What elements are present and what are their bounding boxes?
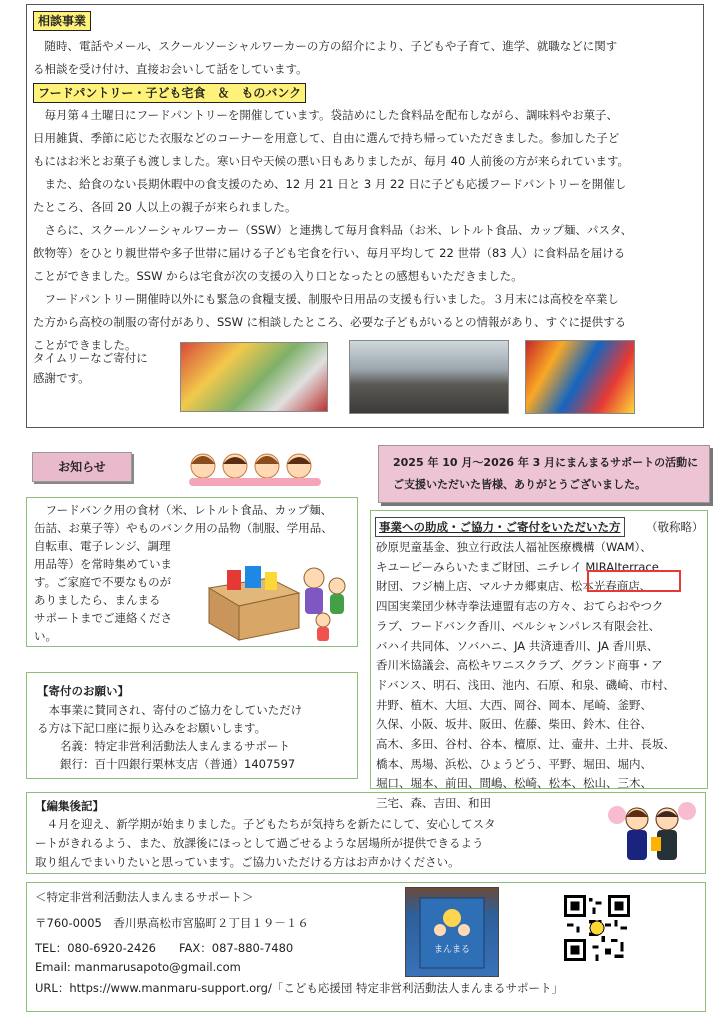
editor-line: 取り組んでまいりたいと思っています。ご協力いただける方はお声かけください。 — [35, 855, 460, 869]
children-illustration — [185, 448, 325, 486]
banner-line: ご支援いただいた皆様、ありがとうございました。 — [393, 478, 646, 491]
pantry-line: もにはお米とお菓子も渡しました。寒い日や天候の悪い日もありましたが、毎月 40 人前後の方が来られています。 — [33, 154, 630, 168]
organization-poster-photo — [405, 887, 499, 977]
thanks-banner — [378, 445, 710, 503]
editor-line: ートがきれるよう、また、放課後にほっとして過ごせるような居場所が提供できるよう — [35, 836, 484, 850]
donation-text — [37, 701, 352, 773]
donation-line: 本事業に賛同され、寄付のご協力をしていただけ — [48, 703, 303, 717]
donation-request-box — [26, 672, 358, 779]
students-illustration — [607, 797, 697, 869]
pantry-line: また、給食のない長期休暇中の食支援のため、12 月 21 日と 3 月 22 日に子ども応援フードパントリーを開催し — [44, 177, 627, 191]
supporters-box — [370, 510, 708, 811]
poster-illustration — [406, 888, 498, 976]
supporters-line: キユーピーみらいたまご財団、ニチレイ MIRAIterrace — [376, 559, 659, 574]
foodbank-line: 用品等）を常時集めていま — [34, 557, 172, 571]
pantry-line: さらに、スクールソーシャルワーカー（SSW）と連携して毎月食料品（お米、レトルト食品、カップ麺、パスタ、 — [44, 223, 633, 237]
notice-tab: お知らせ — [32, 452, 132, 482]
pantry-line: たところ、各回 20 人以上の親子が来られました。 — [33, 200, 297, 214]
donated-food-photo — [180, 342, 328, 412]
thanks-note — [33, 347, 193, 390]
account-name: 名義：特定非営利活動法人まんまるサポート — [60, 739, 290, 753]
thanks-line: タイムリーなご寄付に — [33, 351, 148, 365]
editor-text — [35, 815, 580, 872]
thanks-line: 感謝です。 — [33, 371, 90, 385]
poster-text: まんまる — [433, 945, 471, 955]
supporters-line: 堀口、堀本、前田、間嶋、松崎、松本、松山、三木、 — [376, 776, 652, 791]
supporters-line: ラブ、フードバンク香川、ベルシャンパレス有限会社、 — [376, 618, 661, 633]
organization-name: ＜特定非営利活動法人まんまるサポート＞ — [35, 890, 254, 904]
consultation-title: 相談事業 — [33, 11, 91, 31]
supporters-line: 高木、多田、谷村、谷本、檀原、辻、壷井、土井、長坂、 — [376, 737, 675, 752]
pantry-event-photo — [349, 340, 509, 414]
email-address: Email: manmarusapoto@gmail.com — [35, 960, 241, 974]
highlight-annotation — [587, 570, 681, 592]
foodbank-notice-box — [26, 497, 358, 647]
editor-title: 【編集後記】 — [35, 799, 104, 813]
pantry-line: フードパントリー開催時以外にも緊急の食糧支援、制服や日用品の支援も行いました。３月末には高校を卒業し — [44, 292, 619, 306]
qr-code-icon[interactable] — [564, 895, 630, 961]
snacks-photo — [525, 340, 635, 414]
pantry-line: 毎月第４土曜日にフードパントリーを開催しています。袋詰めにした食料品を配布しながら、調味料やお菓子、 — [44, 108, 618, 122]
supporters-line: 井野、植木、大垣、大西、岡谷、岡本、尾崎、釜野、 — [376, 697, 652, 712]
pantry-line: た方から高校の制服の寄付があり、SSW に相談したところ、必要な子どもがいるとの情報があり、すぐに提供する — [33, 315, 627, 329]
consultation-line: る相談を受け付け、直接お会いして話をしています。 — [33, 62, 308, 76]
foodbank-line: ありましたら、まんまる — [34, 593, 161, 607]
supporters-line: 財団、フジ楠上店、マルナカ郷東店、松本光春商店、 — [376, 579, 652, 594]
supporters-line: 砂原児童基金、独立行政法人福祉医療機構（WAM）、 — [376, 540, 652, 554]
supporters-line: 橋本、馬場、浜松、ひょうどう、平野、堀田、堀内、 — [376, 756, 652, 771]
consultation-line: 随時、電話やメール、スクールソーシャルワーカーの方の紹介により、子どもや子育て、進学、就職などに関す — [44, 39, 618, 53]
foodbank-line: い。 — [34, 629, 57, 643]
supporters-line: 四国実業団少林寺拳法連盟有志の方々、おてらおやつク — [376, 599, 664, 614]
pantry-line: 飲物等）をひとり親世帯や多子世帯に届ける子ども宅食を行い、毎月平均して 22 世帯（83 人）に食料品を届ける — [33, 246, 626, 260]
supporters-title: 事業への助成・ご協力・ご寄付をいただいた方 — [375, 517, 625, 537]
editor-postscript-box — [26, 792, 706, 874]
phone-fax: TEL：080-6920-2426 FAX：087-880-7480 — [35, 941, 294, 955]
consultation-text — [33, 35, 693, 81]
foodbank-line: 自転車、電子レンジ、調理 — [34, 539, 171, 553]
supporters-line: バハイ共同体、ソバハニ、JA 共済連香川、JA 香川県、 — [376, 638, 659, 653]
honorific-note: （敬称略） — [646, 520, 704, 534]
contact-footer — [26, 882, 706, 1012]
website-link[interactable]: URL：https://www.manmaru-support.org/「こども応援団 特定非営利活動法人まんまるサポート」 — [35, 981, 564, 995]
bank-account: 銀行：百十四銀行栗林支店（普通）1407597 — [60, 757, 296, 771]
foodbank-line: 缶詰、お菓子等）やものバンク用の品物（制服、学用品、 — [34, 521, 333, 535]
pantry-line: ことができました。 — [33, 338, 137, 352]
foodbank-line: サポートまでご連絡くださ — [34, 611, 172, 625]
address: 〒760-0005 香川県高松市宮脇町２丁目１９－１６ — [35, 916, 309, 930]
donation-box-illustration — [199, 548, 354, 643]
pantry-title: フードパントリー・子ども宅食 ＆ ものバンク — [33, 83, 306, 103]
pantry-line: 日用雑貨、季節に応じた衣服などのコーナーを用意して、自由に選んで持ち帰っていただきました。参加した子ど — [33, 131, 620, 145]
foodbank-line: す。ご家庭で不要なものが — [34, 575, 172, 589]
supporters-line: 三宅、森、吉田、和田 — [376, 796, 491, 811]
foodbank-line: フードバンク用の食材（米、レトルト食品、カップ麺、 — [45, 503, 333, 517]
banner-line: 2025 年 10 月～2026 年 3 月にまんまるサポートの活動に — [393, 456, 699, 469]
pantry-body — [33, 104, 697, 357]
supporters-line: 香川米協議会、高松キワニスクラブ、グランド商事・ア — [376, 658, 663, 673]
supporters-line: ドバンス、明石、浅田、池内、石原、和泉、磯崎、市村、 — [376, 677, 675, 692]
supporters-line: 久保、小阪、坂井、阪田、佐藤、柴田、鈴木、住谷、 — [376, 717, 652, 732]
editor-line: ４月を迎え、新学期が始まりました。子どもたちが気持ちを新たにして、安心してスタ — [46, 817, 496, 831]
donation-title: 【寄付のお願い】 — [37, 684, 129, 698]
donation-line: る方は下記口座に振り込みをお願いします。 — [37, 721, 267, 735]
pantry-line: ことができました。SSW からは宅食が次の支援の入り口となったとの感想もいただきました。 — [33, 269, 523, 283]
activity-report-section — [26, 4, 704, 428]
